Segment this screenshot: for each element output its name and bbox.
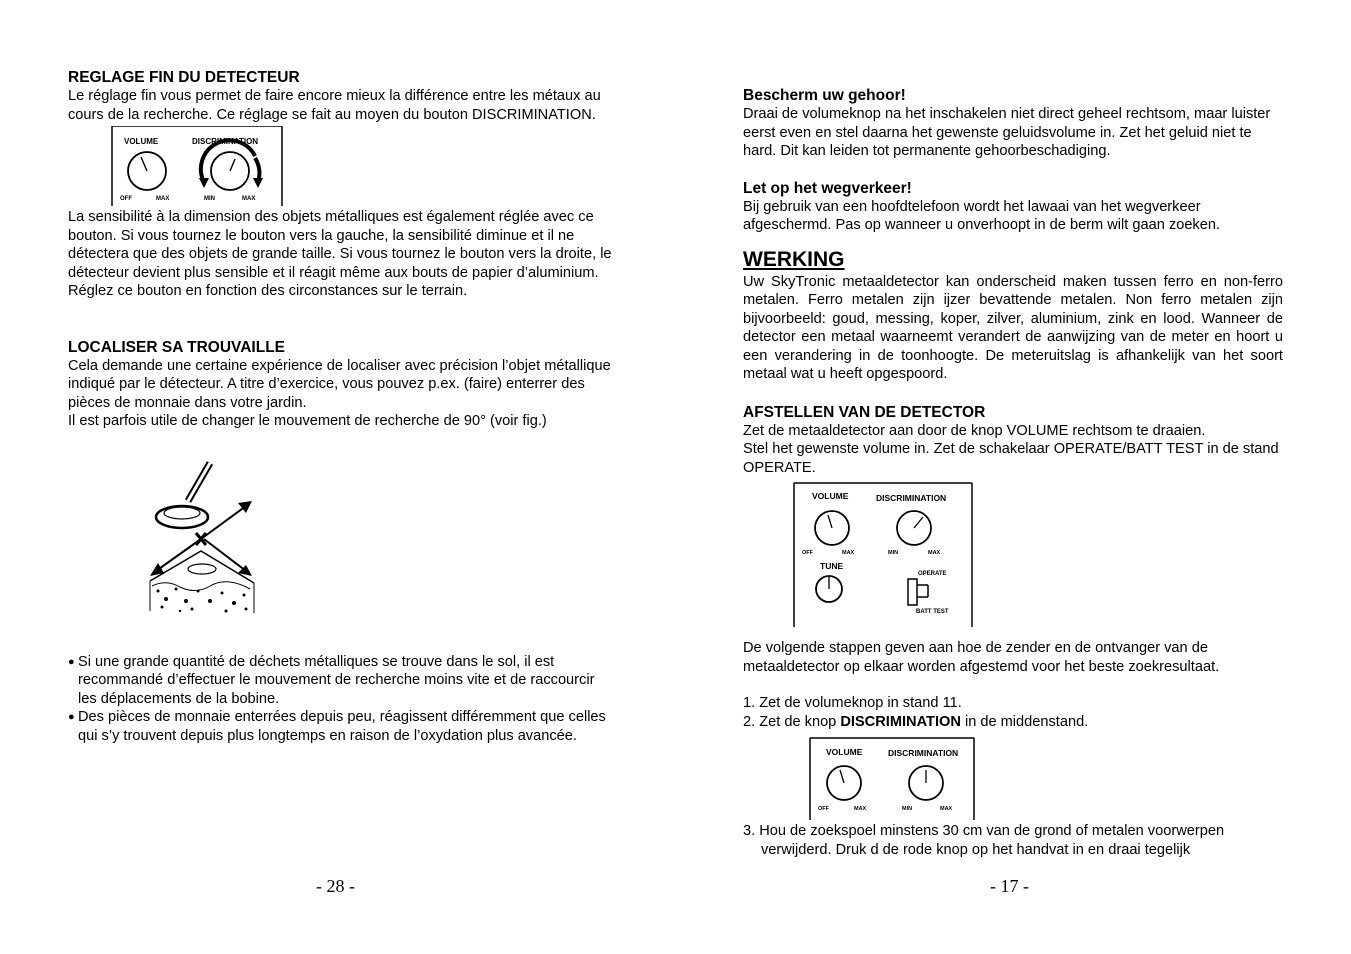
step-2 <box>743 713 1283 732</box>
paragraph-afstellen-2: Stel het gewenste volume in. Zet de schakelaar OPERATE/BATT TEST in de stand OPERATE. <box>743 441 1279 476</box>
page-number-left: - 28 - <box>316 876 355 896</box>
fig2-off-label: OFF <box>802 550 813 556</box>
fig3-max-label-2: MAX <box>940 806 953 812</box>
paragraph-sensibilite: La sensibilité à la dimension des objets métalliques est également réglée avec ce bouton. Si vous tournez le bouton vers la gauche, la sensibilité diminue et il ne détectera que des objets de grande taille. Si vous tournez le bouton vers la droite, le détecteur devient plus sensible et il réagit même aux bouts de papier d’aluminium. Réglez ce bouton en fonction des circonstances sur le terrain. <box>68 209 612 299</box>
paragraph-wegverkeer: Bij gebruik van een hoofdtelefoon wordt het lawaai van het wegverkeer afgeschermd. Pas op wanneer u onverhoopt in de berm wilt gaan zoeken. <box>743 198 1221 233</box>
paragraph-localiser-2: Il est parfois utile de changer le mouvement de recherche de 90° (voir fig.) <box>68 413 547 429</box>
paragraph-afstellen-3: De volgende stappen geven aan hoe de zender en de ontvanger van de metaaldetector op elkaar worden afgestemd voor het beste zoekresultaat. <box>743 640 1220 675</box>
fig1-min-label: MIN <box>204 196 215 202</box>
step-3-line-1: 3. Hou de zoekspoel minstens 30 cm van de grond of metalen voorwerpen <box>743 823 1225 839</box>
bullet-text-1: Si une grande quantité de déchets métalliques se trouve dans le sol, il est recommandé d’effectuer le mouvement de recherche moins vite et de raccourcir les déplacements de la bobine. <box>78 653 595 707</box>
fig3-discrimination-label: DISCRIMINATION <box>888 748 959 758</box>
fig2-max-label-1: MAX <box>842 550 855 556</box>
step-2-bold: DISCRIMINATION <box>840 713 961 730</box>
heading-localiser: LOCALISER SA TROUVAILLE <box>68 338 285 356</box>
bullet-icon: ● <box>68 711 75 723</box>
paragraph-localiser-1: Cela demande une certaine expérience de localiser avec précision l’objet métallique indiqué par le détecteur. A titre d’exercice, vous pouvez p.ex. (faire) enterrer des pièces de monnaie dans votre jardin. <box>68 357 611 411</box>
heading-werking: WERKING <box>743 247 845 271</box>
page-number-right: - 17 - <box>990 876 1029 896</box>
heading-bescherm-gehoor: Bescherm uw gehoor! <box>743 87 906 104</box>
fig2-discrimination-label: DISCRIMINATION <box>876 493 947 503</box>
fig2-tune-label: TUNE <box>820 561 844 571</box>
paragraph-bescherm-gehoor: Draai de volumeknop na het inschakelen niet direct geheel rechtsom, maar luister eerst even en stel daarna het gewenste geluidsvolume in. Zet het geluid niet te hard. Dit kan leiden tot permanente gehoorbeschadiging. <box>743 106 1271 159</box>
heading-wegverkeer: Let op het wegverkeer! <box>743 179 912 197</box>
fig1-off-label: OFF <box>120 196 132 202</box>
fig2-volume-label: VOLUME <box>812 491 849 501</box>
list-item <box>68 653 613 709</box>
fig3-max-label-1: MAX <box>854 806 867 812</box>
bullet-text-2: Des pièces de monnaie enterrées depuis peu, réagissent différemment que celles qui s’y trouvent depuis plus longtemps en raison de l’oxydation plus avancée. <box>78 709 606 744</box>
heading-reglage-fin: REGLAGE FIN DU DETECTEUR <box>68 69 300 86</box>
paragraph-werking: Uw SkyTronic metaaldetector kan onderscheid maken tussen ferro en non-ferro metalen. Ferro metalen zijn ijzer bevattende metalen. Non ferro metalen zijn bijvoorbeeld: goud, messing, koper, zilver, aluminium, zink en lood. Wanneer de detector een metaal waarneemt verandert de aanwijzing van de meter en hoort u een verandering in de toonhoogte. De meteruitslag is afhankelijk van het soort metaal wat u heeft opgespoord. <box>743 273 1283 382</box>
fig1-volume-label: VOLUME <box>124 137 159 146</box>
step-2-post: in de middenstand. <box>960 713 1089 730</box>
step-2-pre: 2. Zet de knop <box>743 713 841 730</box>
heading-afstellen: AFSTELLEN VAN DE DETECTOR <box>743 403 986 421</box>
right-page <box>743 86 1283 859</box>
fig2-max-label-2: MAX <box>928 550 941 556</box>
fig3-off-label: OFF <box>818 806 829 812</box>
fig3-min-label: MIN <box>902 806 913 812</box>
fig2-operate-label: OPERATE <box>918 571 947 577</box>
figure-search-movement <box>146 451 286 621</box>
fig2-batt-test-label: BATT TEST <box>916 609 949 615</box>
fig1-max-label-2: MAX <box>242 196 256 202</box>
left-page <box>68 68 613 745</box>
paragraph-afstellen-1: Zet de metaaldetector aan door de knop VOLUME rechtsom te draaien. <box>743 422 1206 439</box>
step-3-line-2: verwijderd. Druk d de rode knop op het handvat in en draai tegelijk <box>761 841 1191 858</box>
paragraph-reglage-intro: Le réglage fin vous permet de faire encore mieux la différence entre les métaux au cours de la recherche. Ce réglage se fait au moyen du bouton DISCRIMINATION. <box>68 88 601 123</box>
figure-knobs-middle <box>808 736 978 822</box>
fig1-discrimination-label: DISCRIMINATION <box>192 137 259 146</box>
figure-discrimination-knob <box>110 126 330 208</box>
figure-control-panel <box>792 481 976 629</box>
fig1-max-label-1: MAX <box>156 196 170 202</box>
fig2-min-label: MIN <box>888 550 899 556</box>
fig3-volume-label: VOLUME <box>826 747 863 757</box>
bullet-icon: ● <box>68 655 75 668</box>
step-1: 1. Zet de volumeknop in stand 11. <box>743 695 962 711</box>
list-item <box>68 708 613 745</box>
